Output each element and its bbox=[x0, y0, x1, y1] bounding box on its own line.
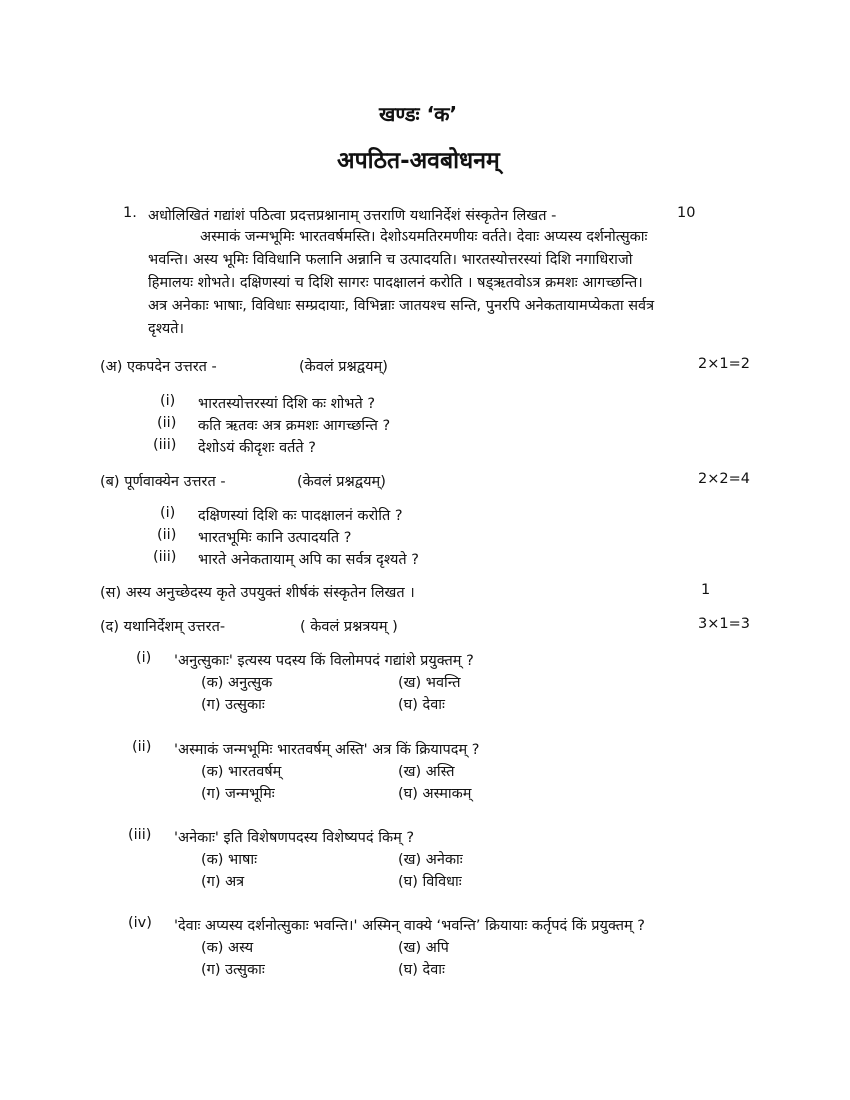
option: (क) भारतवर्षम् bbox=[201, 764, 282, 780]
section-d-label: (द) यथानिर्देशम् उत्तरत- bbox=[100, 619, 226, 635]
option: (क) अनुत्सुक bbox=[201, 675, 273, 691]
section-d-marks: 3×1=3 bbox=[698, 616, 750, 632]
option: (ख) अस्ति bbox=[398, 764, 455, 780]
option: (ग) जन्मभूमिः bbox=[201, 786, 275, 802]
section-b-label: (ब) पूर्णवाक्येन उत्तरत - bbox=[100, 474, 226, 490]
passage-line: भवन्ति। अस्य भूमिः विविधानि फलानि अन्नानि च उत्पादयति। भारतस्योत्तरस्यां दिशि नगाधिराजो bbox=[148, 252, 633, 268]
option: (घ) देवाः bbox=[398, 962, 445, 978]
question-num: (iii) bbox=[153, 437, 177, 453]
option: (ख) अनेकाः bbox=[398, 852, 463, 868]
question-num: (i) bbox=[136, 650, 152, 666]
question-text: 'अस्माकं जन्मभूमिः भारतवर्षम् अस्ति' अत्र किं क्रियापदम् ? bbox=[174, 742, 480, 758]
passage-line: अस्माकं जन्मभूमिः भारतवर्षमस्ति। देशोऽयमतिरमणीयः वर्तते। देवाः अप्यस्य दर्शनोत्सुकाः bbox=[200, 229, 648, 245]
question-num: (iv) bbox=[128, 915, 152, 931]
section-b-note: (केवलं प्रश्नद्वयम्) bbox=[297, 474, 386, 490]
option: (घ) अस्माकम् bbox=[398, 786, 472, 802]
option: (ख) भवन्ति bbox=[398, 675, 461, 691]
question-num: (ii) bbox=[157, 527, 177, 543]
question-marks: 10 bbox=[677, 205, 696, 221]
section-b-marks: 2×2=4 bbox=[698, 471, 750, 487]
question-text: 'देवाः अप्यस्य दर्शनोत्सुकाः भवन्ति।' अस्मिन् वाक्ये ‘भवन्ति’ क्रियायाः कर्तृपदं किं प्रयुक्तम् ? bbox=[174, 918, 645, 934]
question-text: भारते अनेकतायाम् अपि का सर्वत्र दृश्यते ? bbox=[198, 552, 419, 568]
section-a-label: (अ) एकपदेन उत्तरत - bbox=[100, 359, 217, 375]
question-text: भारतभूमिः कानि उत्पादयति ? bbox=[198, 530, 352, 546]
question-num: (iii) bbox=[153, 549, 177, 565]
option: (ग) अत्र bbox=[201, 874, 245, 890]
section-heading: खण्डः ‘क’ bbox=[379, 102, 458, 126]
question-text: भारतस्योत्तरस्यां दिशि कः शोभते ? bbox=[198, 396, 376, 412]
page-title: अपठित-अवबोधनम् bbox=[337, 148, 500, 174]
passage-line: अत्र अनेकाः भाषाः, विविधाः सम्प्रदायाः, विभिन्नाः जातयश्च सन्ति, पुनरपि अनेकतायामप्येकता सर्वत्र bbox=[148, 298, 655, 314]
question-text: दक्षिणस्यां दिशि कः पादक्षालनं करोति ? bbox=[198, 508, 403, 524]
section-d-note: ( केवलं प्रश्नत्रयम् ) bbox=[300, 619, 398, 635]
question-instruction: अधोलिखितं गद्यांशं पठित्वा प्रदत्तप्रश्नानाम् उत्तराणि यथानिर्देशं संस्कृतेन लिखत - bbox=[148, 208, 557, 224]
question-num: (ii) bbox=[132, 739, 152, 755]
question-num: (i) bbox=[160, 393, 176, 409]
option: (घ) देवाः bbox=[398, 697, 445, 713]
option: (ग) उत्सुकाः bbox=[201, 697, 265, 713]
passage-line: दृश्यते। bbox=[148, 321, 185, 337]
option: (ख) अपि bbox=[398, 940, 449, 956]
passage bbox=[148, 226, 756, 341]
question-text: कति ऋतवः अत्र क्रमशः आगच्छन्ति ? bbox=[198, 418, 391, 434]
passage-line: हिमालयः शोभते। दक्षिणस्यां च दिशि सागरः पादक्षालनं करोति । षड्ऋतवोऽत्र क्रमशः आगच्छन्ति। bbox=[148, 275, 643, 291]
section-c-label: (स) अस्य अनुच्छेदस्य कृते उपयुक्तं शीर्षकं संस्कृतेन लिखत । bbox=[100, 585, 415, 601]
question-number: 1. bbox=[123, 205, 137, 221]
section-c-marks: 1 bbox=[701, 582, 711, 598]
option: (घ) विविधाः bbox=[398, 874, 462, 890]
question-text: देशोऽयं कीदृशः वर्तते ? bbox=[198, 440, 316, 456]
section-a-marks: 2×1=2 bbox=[698, 356, 750, 372]
question-text: 'अनुत्सुकाः' इत्यस्य पदस्य किं विलोमपदं गद्यांशे प्रयुक्तम् ? bbox=[174, 653, 474, 669]
option: (क) भाषाः bbox=[201, 852, 258, 868]
option: (क) अस्य bbox=[201, 940, 254, 956]
question-text: 'अनेकाः' इति विशेषणपदस्य विशेष्यपदं किम् ? bbox=[174, 830, 415, 846]
option: (ग) उत्सुकाः bbox=[201, 962, 265, 978]
question-num: (ii) bbox=[157, 415, 177, 431]
question-num: (i) bbox=[160, 505, 176, 521]
section-a-note: (केवलं प्रश्नद्वयम्) bbox=[299, 359, 388, 375]
question-num: (iii) bbox=[128, 827, 152, 843]
